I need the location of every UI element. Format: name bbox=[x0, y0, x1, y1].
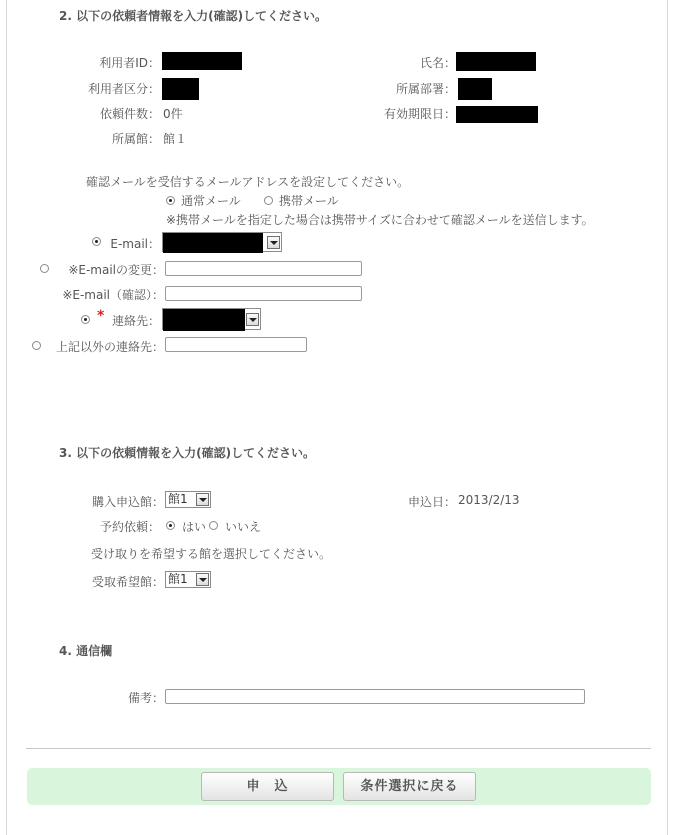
required-mark: * bbox=[97, 308, 105, 324]
library-label: 所属館： bbox=[111, 132, 160, 146]
chevron-down-icon[interactable] bbox=[246, 313, 259, 326]
reservation-label: 予約依頼： bbox=[99, 520, 160, 534]
email-confirm-input[interactable] bbox=[165, 286, 362, 301]
email-instruction: 確認メールを受信するメールアドレスを設定してください。 bbox=[86, 175, 410, 189]
button-bar bbox=[27, 768, 651, 805]
contact-select[interactable] bbox=[162, 308, 261, 330]
user-id-label: 利用者ID： bbox=[99, 56, 160, 70]
reservation-yes-radio[interactable] bbox=[166, 521, 175, 530]
requester-section-heading: 2. 以下の依頼者情報を入力(確認)してください。 bbox=[59, 9, 328, 23]
other-contact-radio[interactable] bbox=[32, 341, 41, 350]
request-count-label: 依頼件数： bbox=[99, 107, 160, 121]
user-category-redacted bbox=[162, 78, 199, 100]
other-contact-label: 上記以外の連絡先： bbox=[55, 340, 164, 354]
form-frame bbox=[6, 0, 668, 835]
expiry-redacted bbox=[456, 106, 538, 123]
reservation-no-radio[interactable] bbox=[209, 521, 218, 530]
chevron-down-icon[interactable] bbox=[196, 493, 209, 506]
divider bbox=[26, 748, 651, 749]
chevron-down-icon[interactable] bbox=[267, 236, 280, 249]
contact-radio[interactable] bbox=[81, 315, 90, 324]
other-contact-input[interactable] bbox=[165, 337, 307, 352]
purchase-library-label: 購入申込館： bbox=[91, 495, 164, 509]
purchase-library-select[interactable] bbox=[165, 491, 211, 508]
request-section-heading: 3. 以下の依頼情報を入力(確認)してください。 bbox=[59, 446, 316, 460]
pickup-library-select[interactable] bbox=[165, 571, 211, 588]
user-id-redacted bbox=[162, 52, 242, 70]
department-label: 所属部署： bbox=[395, 82, 456, 96]
back-to-conditions-button[interactable]: 条件選択に戻る bbox=[343, 772, 476, 801]
email-redacted bbox=[163, 233, 263, 253]
pickup-instruction: 受け取りを希望する館を選択してください。 bbox=[91, 547, 332, 561]
name-redacted bbox=[456, 52, 536, 71]
reservation-no-label[interactable]: いいえ bbox=[225, 520, 262, 534]
email-change-radio[interactable] bbox=[40, 264, 49, 273]
mail-type-normal-radio[interactable] bbox=[166, 196, 175, 205]
email-change-input[interactable] bbox=[165, 261, 362, 276]
name-label: 氏名： bbox=[419, 56, 456, 70]
expiry-label: 有効期限日： bbox=[383, 107, 456, 121]
pickup-library-label: 受取希望館： bbox=[91, 575, 164, 589]
apply-date-value: 2013/2/13 bbox=[458, 493, 520, 507]
reservation-yes-label[interactable]: はい bbox=[182, 520, 207, 534]
email-select[interactable] bbox=[162, 232, 282, 252]
communication-section-heading: 4. 通信欄 bbox=[59, 644, 113, 658]
submit-button[interactable]: 申 込 bbox=[201, 772, 334, 801]
remarks-input[interactable] bbox=[165, 689, 585, 704]
contact-redacted bbox=[163, 309, 245, 331]
chevron-down-icon[interactable] bbox=[196, 573, 209, 586]
mail-type-normal-label[interactable]: 通常メール bbox=[181, 194, 241, 208]
email-radio[interactable] bbox=[92, 237, 101, 246]
request-count-value: 0件 bbox=[163, 107, 183, 121]
email-confirm-label: ※E-mail（確認）： bbox=[62, 288, 164, 302]
library-value: 館１ bbox=[163, 132, 188, 146]
mail-type-mobile-label[interactable]: 携帯メール bbox=[279, 194, 339, 208]
contact-label: 連絡先： bbox=[111, 314, 160, 328]
purchase-library-value: 館1 bbox=[168, 492, 188, 506]
apply-date-label: 申込日： bbox=[408, 495, 457, 509]
remarks-label: 備考： bbox=[127, 691, 164, 705]
mobile-mail-note: ※携帯メールを指定した場合は携帯サイズに合わせて確認メールを送信します。 bbox=[166, 213, 594, 227]
department-redacted bbox=[458, 78, 492, 100]
email-change-label: ※E-mailの変更： bbox=[68, 263, 164, 277]
email-label: E-mail： bbox=[110, 237, 160, 251]
user-category-label: 利用者区分： bbox=[87, 82, 160, 96]
mail-type-mobile-radio[interactable] bbox=[264, 196, 273, 205]
pickup-library-value: 館1 bbox=[168, 572, 188, 586]
